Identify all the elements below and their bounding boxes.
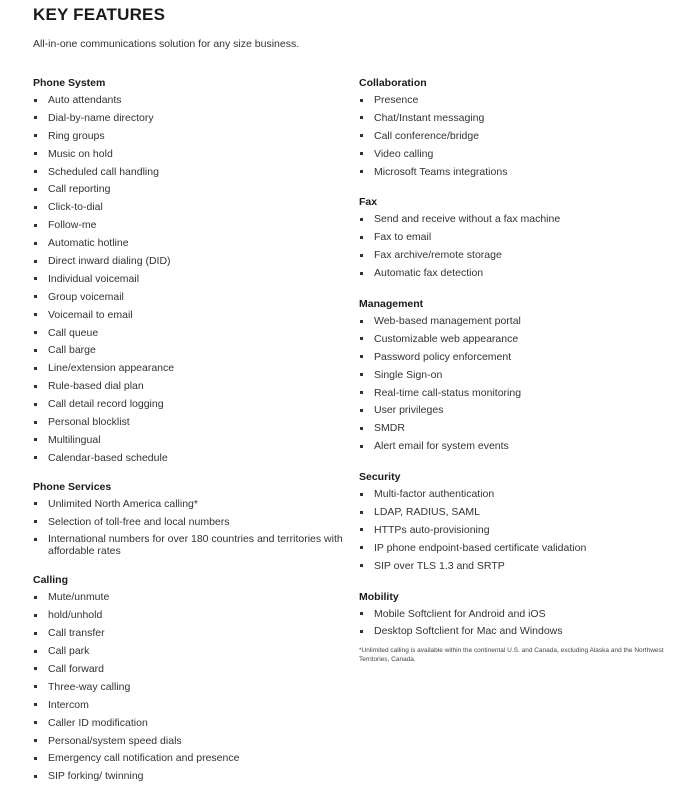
list-item	[359, 231, 669, 243]
bullet-icon	[34, 596, 37, 599]
list-item	[359, 387, 669, 399]
bullet-icon	[34, 775, 37, 778]
list-item	[359, 488, 669, 500]
list-item-label: Call queue	[48, 326, 99, 339]
list-item	[33, 183, 343, 195]
bullet-icon	[34, 349, 37, 352]
list-item-label: Call reporting	[48, 183, 111, 196]
section-title: Fax	[359, 196, 378, 209]
list-item	[33, 752, 343, 764]
list-item	[359, 369, 669, 381]
feature-list	[359, 315, 669, 452]
list-item	[359, 112, 669, 124]
list-item-label: Scheduled call handling	[48, 165, 159, 178]
bullet-icon	[34, 188, 37, 191]
list-item-label: Video calling	[374, 147, 434, 160]
feature-list	[359, 94, 669, 178]
bullet-icon	[34, 632, 37, 635]
bullet-icon	[34, 385, 37, 388]
bullet-icon	[360, 355, 363, 358]
list-item	[359, 267, 669, 279]
section-phone-system	[33, 76, 343, 464]
list-item-label: Customizable web appearance	[374, 332, 519, 345]
bullet-icon	[360, 99, 363, 102]
section-fax	[359, 195, 669, 279]
feature-list	[359, 488, 669, 572]
list-item	[359, 130, 669, 142]
feature-list	[33, 94, 343, 464]
bullet-icon	[34, 650, 37, 653]
list-item	[33, 94, 343, 106]
list-item-label: Presence	[374, 94, 419, 106]
bullet-icon	[360, 272, 363, 275]
list-item	[33, 681, 343, 693]
list-item-label: Call detail record logging	[48, 398, 164, 411]
list-item	[33, 516, 343, 528]
section-title: Calling	[33, 574, 69, 587]
list-item	[33, 362, 343, 374]
list-item	[33, 380, 343, 392]
bullet-icon	[34, 277, 37, 280]
list-item	[359, 249, 669, 261]
list-item	[359, 404, 669, 416]
bullet-icon	[34, 224, 37, 227]
list-item	[359, 440, 669, 452]
bullet-icon	[34, 134, 37, 137]
bullet-icon	[34, 739, 37, 742]
bullet-icon	[34, 260, 37, 263]
bullet-icon	[360, 170, 363, 173]
section-mobility	[359, 590, 669, 638]
bullet-icon	[34, 403, 37, 406]
list-item	[33, 735, 343, 747]
list-item	[33, 717, 343, 729]
list-item	[33, 627, 343, 639]
list-item-label: Personal blocklist	[48, 416, 130, 429]
list-item-label: Chat/Instant messaging	[374, 111, 485, 124]
list-item-label: Personal/system speed dials	[48, 734, 182, 747]
list-item	[359, 351, 669, 363]
page-title: KEY FEATURES	[33, 5, 166, 24]
list-item-label: Automatic fax detection	[374, 267, 484, 280]
bullet-icon	[360, 564, 363, 567]
page-subtitle: All-in-one communications solution for any size business.	[33, 38, 300, 50]
bullet-icon	[34, 206, 37, 209]
section-title: Management	[359, 298, 424, 311]
list-item-label: Multi-factor authentication	[374, 488, 495, 501]
list-item-label: Group voicemail	[48, 290, 124, 303]
bullet-icon	[360, 612, 363, 615]
list-item	[33, 166, 343, 178]
list-item-label: Password policy enforcement	[374, 350, 512, 363]
section-title: Collaboration	[359, 77, 427, 89]
bullet-icon	[360, 373, 363, 376]
list-item	[33, 416, 343, 428]
list-item-label: Auto attendants	[48, 94, 122, 106]
bullet-icon	[34, 170, 37, 173]
list-item-label: International numbers for over 180 countries and territories with affordable rates	[48, 533, 343, 558]
list-item	[33, 309, 343, 321]
list-item-label: Mute/unmute	[48, 591, 110, 604]
bullet-icon	[360, 152, 363, 155]
list-item	[33, 609, 343, 621]
list-item-label: Call conference/bridge	[374, 129, 480, 142]
bullet-icon	[360, 391, 363, 394]
list-item	[33, 255, 343, 267]
list-item-label: Automatic hotline	[48, 237, 129, 250]
list-item-label: Selection of toll-free and local numbers	[48, 515, 230, 528]
list-item-label: Fax to email	[374, 231, 432, 244]
section-phone-services	[33, 480, 343, 558]
section-title: Security	[359, 471, 401, 484]
list-item	[33, 452, 343, 464]
list-item	[33, 112, 343, 124]
list-item-label: Call park	[48, 645, 90, 658]
list-item	[359, 333, 669, 345]
bullet-icon	[360, 493, 363, 496]
bullet-icon	[34, 331, 37, 334]
list-item	[33, 645, 343, 657]
list-item-label: hold/unhold	[48, 609, 103, 622]
left-column	[33, 76, 343, 788]
bullet-icon	[360, 427, 363, 430]
section-security	[359, 470, 669, 572]
list-item	[359, 213, 669, 225]
list-item-label: Three-way calling	[48, 680, 131, 693]
list-item-label: SIP forking/ twinning	[48, 770, 144, 783]
list-item-label: Line/extension appearance	[48, 362, 175, 375]
bullet-icon	[34, 116, 37, 119]
bullet-icon	[360, 337, 363, 340]
footnote: *Unlimited calling is available within the continental U.S. and Canada, excluding Alaska and the Northwest Territories, Canada.	[359, 647, 664, 664]
list-item	[33, 434, 343, 446]
list-item-label: Desktop Softclient for Mac and Windows	[374, 625, 563, 638]
list-item-label: Emergency call notification and presence	[48, 752, 240, 765]
bullet-icon	[34, 667, 37, 670]
list-item-label: Microsoft Teams integrations	[374, 165, 508, 178]
feature-list	[33, 498, 343, 558]
list-item-label: User privileges	[374, 404, 444, 417]
bullet-icon	[34, 152, 37, 155]
section-title: Mobility	[359, 590, 399, 603]
feature-list	[33, 591, 343, 782]
feature-list	[359, 608, 669, 638]
bullet-icon	[360, 511, 363, 514]
list-item	[33, 533, 343, 557]
right-column	[359, 76, 669, 664]
list-item	[33, 130, 343, 142]
bullet-icon	[34, 99, 37, 102]
list-item	[33, 273, 343, 285]
list-item	[33, 663, 343, 675]
list-item-label: Ring groups	[48, 129, 105, 142]
list-item-label: Follow-me	[48, 219, 97, 232]
bullet-icon	[34, 703, 37, 706]
section-calling	[33, 573, 343, 782]
list-item-label: Calendar-based schedule	[48, 451, 168, 464]
list-item	[359, 422, 669, 434]
list-item-label: Real-time call-status monitoring	[374, 386, 522, 399]
bullet-icon	[360, 409, 363, 412]
list-item	[359, 560, 669, 572]
list-item	[33, 327, 343, 339]
bullet-icon	[34, 367, 37, 370]
section-title: Phone System	[33, 77, 106, 89]
bullet-icon	[34, 721, 37, 724]
list-item	[359, 166, 669, 178]
bullet-icon	[360, 236, 363, 239]
bullet-icon	[360, 445, 363, 448]
list-item-label: Click-to-dial	[48, 201, 103, 214]
bullet-icon	[34, 313, 37, 316]
list-item-label: Direct inward dialing (DID)	[48, 255, 171, 268]
list-item-label: Single Sign-on	[374, 368, 443, 381]
list-item	[359, 542, 669, 554]
bullet-icon	[34, 438, 37, 441]
section-management	[359, 297, 669, 452]
bullet-icon	[34, 502, 37, 505]
list-item-label: Music on hold	[48, 147, 113, 160]
list-item-label: LDAP, RADIUS, SAML	[374, 506, 481, 519]
list-item-label: Alert email for system events	[374, 440, 509, 453]
list-item	[33, 237, 343, 249]
bullet-icon	[360, 218, 363, 221]
list-item	[33, 770, 343, 782]
bullet-icon	[34, 685, 37, 688]
list-item	[33, 344, 343, 356]
section-collaboration	[359, 76, 669, 178]
list-item-label: SIP over TLS 1.3 and SRTP	[374, 559, 505, 572]
list-item-label: Web-based management portal	[374, 315, 521, 328]
section-title: Phone Services	[33, 480, 112, 493]
list-item-label: IP phone endpoint-based certificate validation	[374, 541, 587, 554]
list-item-label: Voicemail to email	[48, 308, 133, 321]
bullet-icon	[360, 116, 363, 119]
list-item	[359, 94, 669, 106]
list-item	[33, 291, 343, 303]
list-item-label: Call barge	[48, 344, 96, 357]
list-item-label: Intercom	[48, 698, 89, 711]
list-item	[33, 498, 343, 510]
bullet-icon	[360, 320, 363, 323]
list-item-label: Send and receive without a fax machine	[374, 213, 561, 226]
list-item	[33, 201, 343, 213]
list-item	[359, 524, 669, 536]
list-item	[359, 608, 669, 620]
list-item	[33, 699, 343, 711]
list-item	[33, 219, 343, 231]
bullet-icon	[34, 456, 37, 459]
bullet-icon	[360, 134, 363, 137]
list-item	[33, 398, 343, 410]
list-item	[33, 148, 343, 160]
list-item-label: HTTPs auto-provisioning	[374, 523, 490, 536]
bullet-icon	[360, 528, 363, 531]
list-item-label: Rule-based dial plan	[48, 380, 144, 393]
bullet-icon	[34, 757, 37, 760]
list-item-label: Call transfer	[48, 627, 105, 640]
list-item-label: Multilingual	[48, 433, 101, 446]
list-item-label: SMDR	[374, 422, 405, 435]
bullet-icon	[34, 295, 37, 298]
list-item-label: Fax archive/remote storage	[374, 249, 502, 262]
bullet-icon	[360, 546, 363, 549]
list-item	[359, 506, 669, 518]
list-item	[359, 148, 669, 160]
bullet-icon	[360, 254, 363, 257]
list-item-label: Call forward	[48, 662, 105, 675]
bullet-icon	[34, 614, 37, 617]
list-item-label: Individual voicemail	[48, 272, 140, 285]
list-item	[359, 625, 669, 637]
bullet-icon	[34, 421, 37, 424]
list-item-label: Caller ID modification	[48, 716, 148, 729]
list-item	[359, 315, 669, 327]
list-item	[33, 591, 343, 603]
bullet-icon	[360, 630, 363, 633]
list-item-label: Dial-by-name directory	[48, 111, 154, 124]
feature-list	[359, 213, 669, 279]
bullet-icon	[34, 538, 37, 541]
list-item-label: Mobile Softclient for Android and iOS	[374, 607, 546, 620]
bullet-icon	[34, 242, 37, 245]
bullet-icon	[34, 520, 37, 523]
list-item-label: Unlimited North America calling*	[48, 497, 198, 510]
